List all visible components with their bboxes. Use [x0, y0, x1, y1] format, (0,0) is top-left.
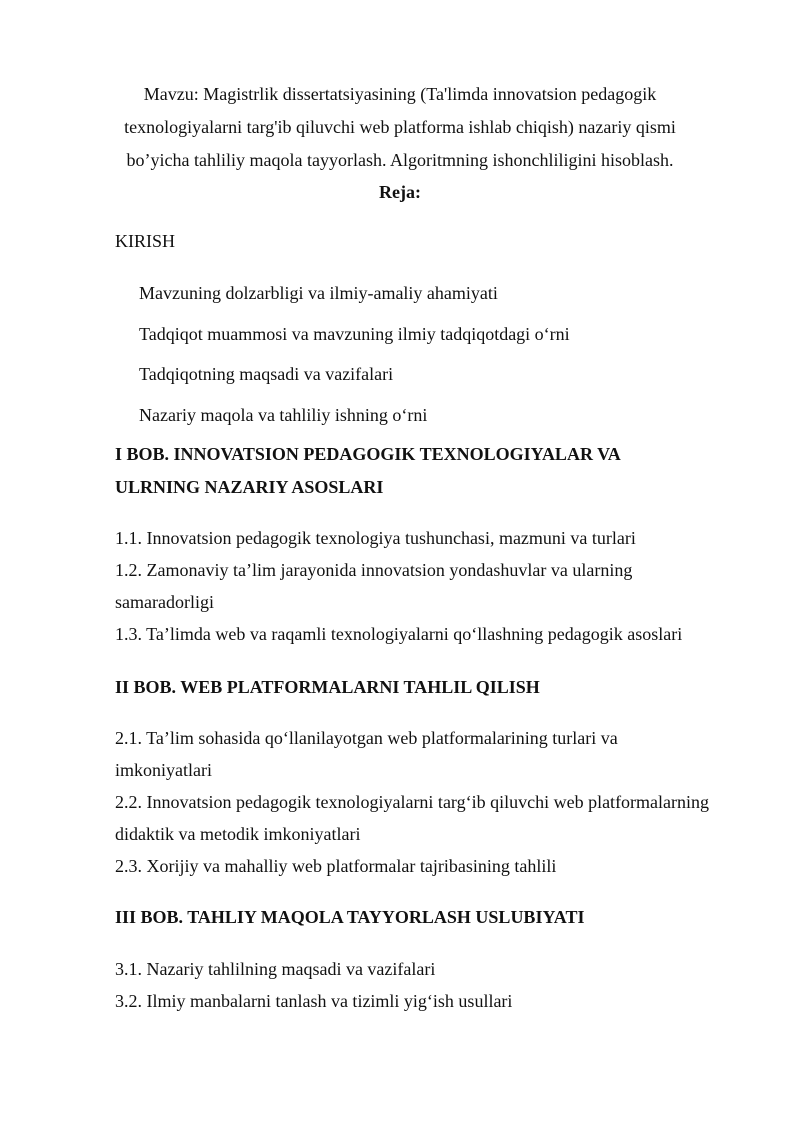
title-line-1: Mavzu: Magistrlik dissertatsiyasining (Ta'limda innovatsion pedagogik [143, 84, 657, 104]
section-3-1: 3.1. Nazariy tahlilning maqsadi va vazifalari [115, 959, 436, 979]
section-2-2-line-1: 2.2. Innovatsion pedagogik texnologiyalarni targ‘ib qiluvchi web platformalarning [115, 792, 710, 812]
intro-list [139, 278, 570, 440]
section-2-1 [115, 722, 709, 786]
plan-heading: Reja: [379, 182, 421, 202]
intro-item: Nazariy maqola va tahliliy ishning o‘rni [139, 404, 428, 425]
section-2-3: 2.3. Xorijiy va mahalliy web platformalar tajribasining tahlili [115, 856, 557, 876]
intro-item: Tadqiqotning maqsadi va vazifalari [139, 364, 394, 384]
chapter-1-sections [115, 522, 682, 650]
chapter-1-heading-line-1: I BOB. INNOVATSION PEDAGOGIK TEXNOLOGIYALAR VA [115, 444, 621, 464]
section-2-2-line-2: didaktik va metodik imkoniyatlari [115, 824, 361, 844]
chapter-2-sections [115, 722, 709, 882]
chapter-2-heading-text: II BOB. WEB PLATFORMALARNI TAHLIL QILISH [115, 677, 540, 697]
section-1-1: 1.1. Innovatsion pedagogik texnologiya tushunchasi, mazmuni va turlari [115, 528, 636, 548]
chapter-3-heading [115, 901, 584, 934]
section-2-1-line-2: imkoniyatlari [115, 760, 212, 780]
chapter-3-heading-text: III BOB. TAHLIY MAQOLA TAYYORLASH USLUBIYATI [115, 907, 585, 927]
section-3-2: 3.2. Ilmiy manbalarni tanlash va tizimli yig‘ish usullari [115, 991, 513, 1011]
intro-heading: KIRISH [115, 231, 176, 251]
chapter-1-heading [115, 438, 621, 504]
intro-item: Tadqiqot muammosi va mavzuning ilmiy tadqiqotdagi o‘rni [139, 323, 570, 344]
section-1-2-line-1: 1.2. Zamonaviy ta’lim jarayonida innovatsion yondashuvlar va ularning [115, 560, 633, 580]
chapter-2-heading [115, 671, 540, 704]
title-line-3: bo’yicha tahliliy maqola tayyorlash. Algoritmning ishonchliligini hisoblash. [126, 150, 674, 170]
section-2-1-line-1: 2.1. Ta’lim sohasida qo‘llanilayotgan web platformalarining turlari va [115, 728, 618, 748]
title-line-2: texnologiyalarni targ'ib qiluvchi web platforma ishlab chiqish) nazariy qismi [124, 117, 676, 137]
section-1-2 [115, 554, 682, 618]
intro-item: Mavzuning dolzarbligi va ilmiy-amaliy ahamiyati [139, 283, 498, 303]
document-title [100, 78, 700, 177]
section-1-3: 1.3. Ta’limda web va raqamli texnologiyalarni qo‘llashning pedagogik asoslari [115, 624, 683, 644]
chapter-1-heading-line-2: ULRNING NAZARIY ASOSLARI [115, 477, 384, 497]
section-1-2-line-2: samaradorligi [115, 592, 214, 612]
section-2-2 [115, 786, 709, 850]
chapter-3-sections [115, 953, 512, 1017]
